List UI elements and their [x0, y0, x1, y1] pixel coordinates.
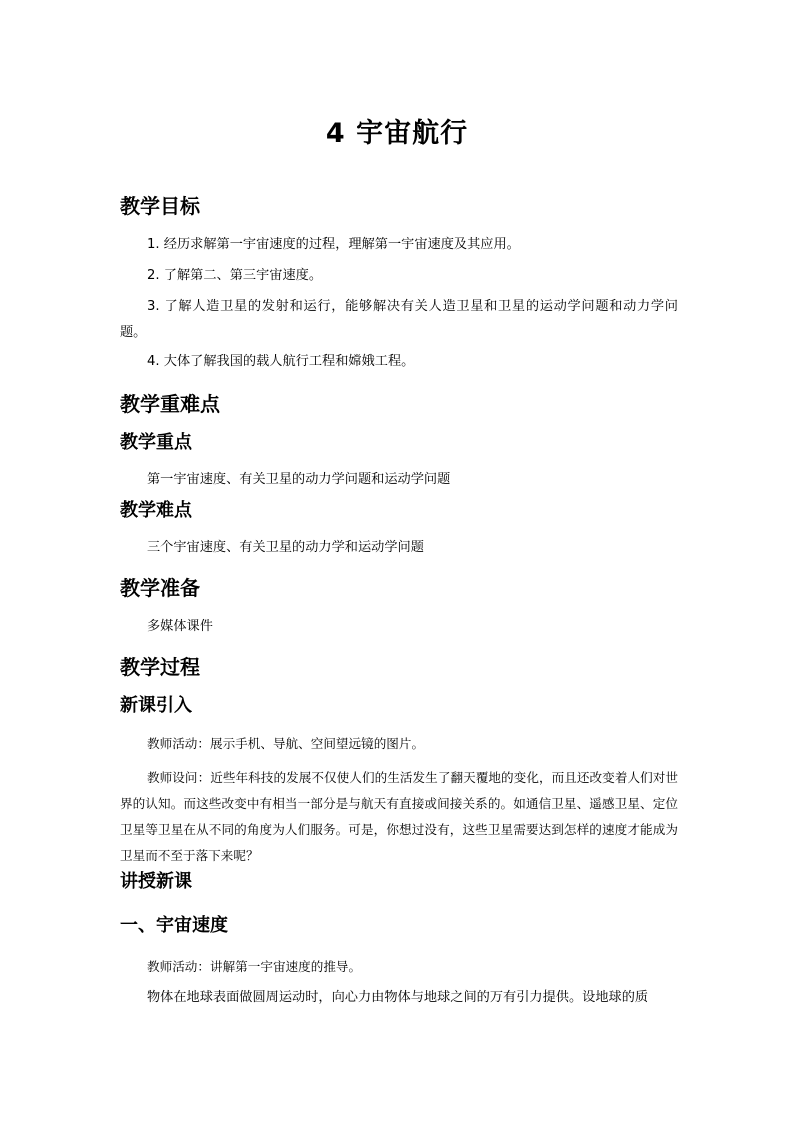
objectives-heading: 教学目标	[120, 194, 200, 218]
objective-item-1: 1. 经历求解第一宇宙速度的过程，理解第一宇宙速度及其应用。	[147, 237, 520, 252]
intro-heading: 新课引入	[120, 695, 192, 716]
process-heading: 教学过程	[120, 655, 200, 679]
intro-activity: 教师活动：展示手机、导航、空间望远镜的图片。	[147, 736, 425, 751]
lecture-sub-heading: 一、宇宙速度	[120, 915, 228, 936]
key-difficult-heading: 教学重难点	[120, 392, 220, 416]
intro-question: 教师设问：近些年科技的发展不仅使人们的生活发生了翻天覆地的变化，而且还改变着人们对世界的认知。而这些改变中有相当一部分是与航天有直接或间接关系的。如通信卫星、遥感卫星、定位卫星等卫星在从不同的角度为人们服务。可是，你想过没有，这些卫星需要达到怎样的速度才能成为卫星而不至于落下来呢？	[120, 770, 678, 863]
difficult-points-heading: 教学难点	[120, 500, 192, 521]
key-points-heading: 教学重点	[120, 432, 192, 453]
preparation-text: 多媒体课件	[147, 619, 213, 634]
objective-item-2: 2. 了解第二、第三宇宙速度。	[147, 268, 323, 283]
key-points-text: 第一宇宙速度、有关卫星的动力学问题和运动学问题	[147, 472, 451, 487]
document-title: 4 宇宙航行	[325, 118, 469, 149]
lecture-activity: 教师活动：讲解第一宇宙速度的推导。	[147, 959, 362, 974]
objective-item-3: 3. 了解人造卫星的发射和运行，能够解决有关人造卫星和卫星的运动学问题和动力学问题。	[120, 299, 678, 340]
lecture-text: 物体在地球表面做圆周运动时，向心力由物体与地球之间的万有引力提供。设地球的质	[147, 990, 649, 1005]
objective-item-4: 4. 大体了解我国的载人航行工程和嫦娥工程。	[147, 354, 415, 369]
preparation-heading: 教学准备	[120, 576, 200, 600]
lecture-heading: 讲授新课	[120, 871, 192, 892]
difficult-points-text: 三个宇宙速度、有关卫星的动力学和运动学问题	[147, 540, 424, 555]
